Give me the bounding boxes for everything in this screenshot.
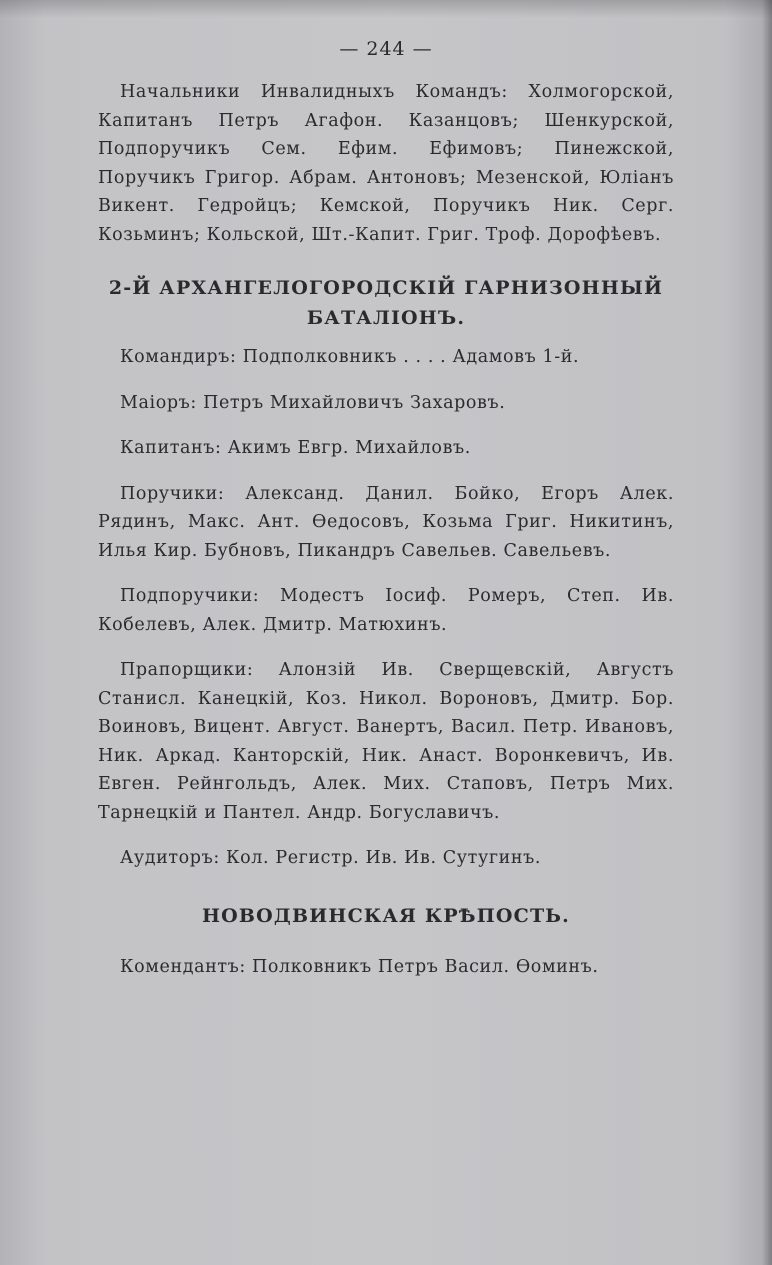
battalion-heading-line2: БАТАЛІОНЪ. [306,307,466,329]
commander-entry: Командиръ: Подполковникъ . . . . Адамовъ 1-й. [120,347,580,367]
commandant-entry: Комендантъ: Полковникъ Петръ Васил. Ѳоминъ. [120,956,599,977]
page-content [98,38,674,981]
auditor-entry: Аудиторъ: Кол. Регистр. Ив. Ив. Сутугинъ. [120,848,542,868]
invalid-commands-paragraph: Начальники Инвалидныхъ Командъ: Холмогорской, Капитанъ Петръ Агафон. Казанцовъ; Шенкурской, Подпоручикъ Сем. Ефим. Ефимовъ; Пинежской, Поручикъ Григор. Абрам. Антоновъ; Мезенской, Юліанъ Викент. Гедройцъ; Кемской, Поручикъ Ник. Серг. Козьминъ; Кольской, Шт.-Капит. Григ. Троф. Дорофѣевъ. [98,82,674,245]
battalion-heading-line1: 2-Й АРХАНГЕЛОГОРОДСКІЙ ГАРНИЗОННЫЙ [108,277,664,299]
battalion-heading [98,273,674,333]
major-entry: Маіоръ: Петръ Михайловичъ Захаровъ. [120,392,506,413]
captain-entry: Капитанъ: Акимъ Евгр. Михайловъ. [120,438,471,458]
fortress-heading: НОВОДВИНСКАЯ КРѢПОСТЬ. [202,904,570,927]
page-number: — 244 — [339,38,433,60]
sublieutenants-entry: Подпоручики: Модестъ Іосиф. Ромеръ, Степ. Ив. Кобелевъ, Алек. Дмитр. Матюхинъ. [98,586,674,635]
page-edge-shadow [762,0,772,1265]
page-top-shadow [0,0,772,18]
lieutenants-entry: Поручики: Александ. Данил. Бойко, Егоръ Алек. Рядинъ, Макс. Ант. Ѳедосовъ, Козьма Григ. Никитинъ, Илья Кир. Бубновъ, Пикандръ Савельев. Савельевъ. [98,483,674,561]
ensigns-entry: Прапорщики: Алонзій Ив. Сверщевскій, Августъ Станисл. Канецкій, Коз. Никол. Вороновъ, Дмитр. Бор. Воиновъ, Вицент. Август. Ванертъ, Васил. Петр. Ивановъ, Ник. Аркад. Канторскій, Ник. Анаст. Воронкевичъ, Ив. Евген. Рейнгольдъ, Алек. Мих. Стаповъ, Петръ Мих. Тарнецкій и Пантел. Андр. Богуславичъ. [98,660,674,823]
